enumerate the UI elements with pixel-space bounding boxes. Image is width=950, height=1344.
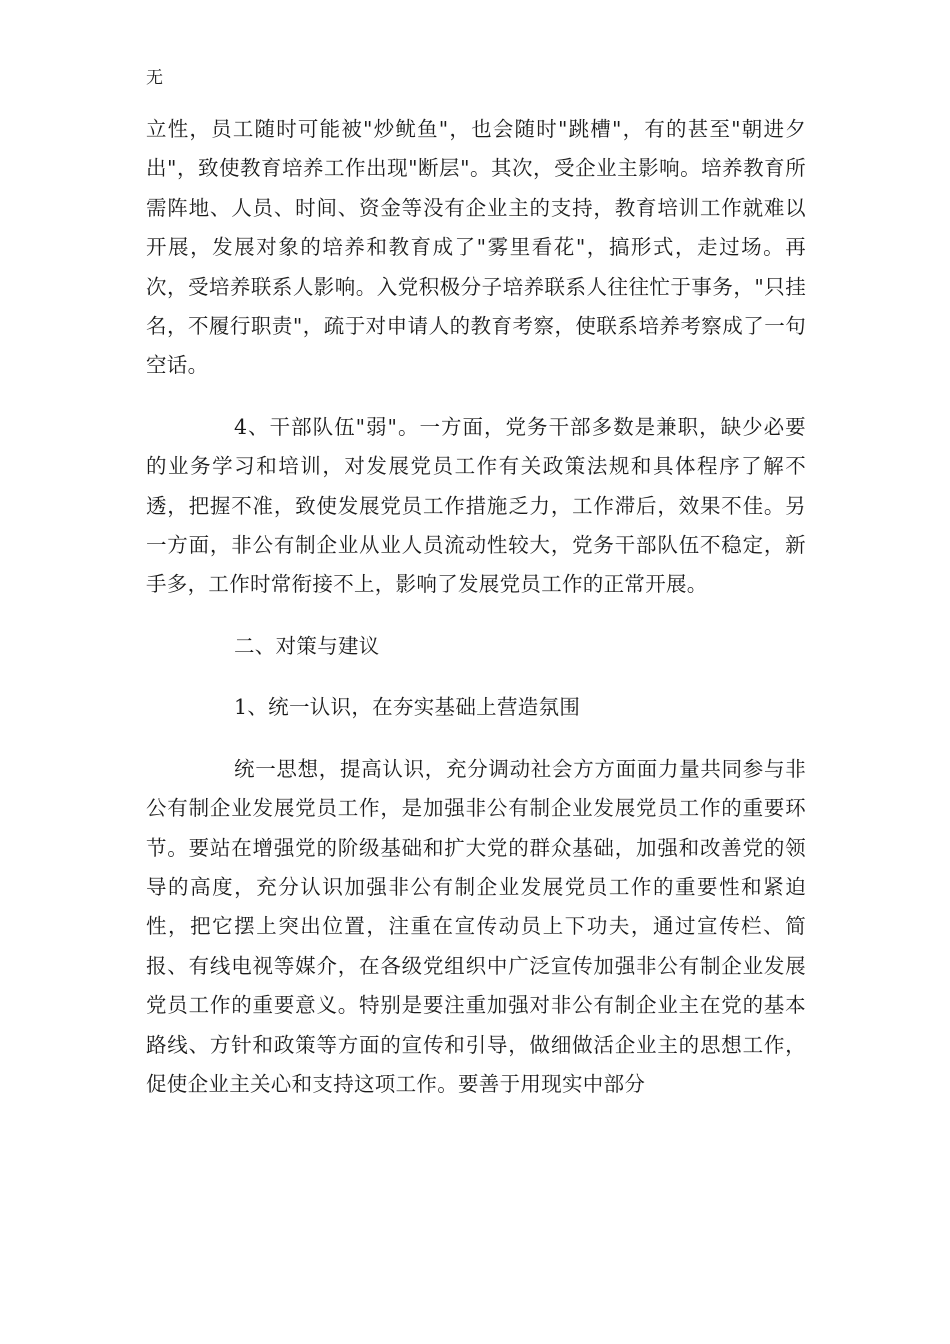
page-header: 无 [146,68,163,88]
subsection-heading: 1、统一认识，在夯实基础上营造氛围 [234,695,581,720]
paragraph-continuation: 立性，员工随时可能被"炒鱿鱼"，也会随时"跳槽"，有的甚至"朝进夕出"，致使教育培养工作出现"断层"。其次，受企业主影响。培养教育所需阵地、人员、时间、资金等没有企业主的支持，教育培训工作就难以开展，发展对象的培养和教育成了"雾里看花"，搞形式，走过场。再次，受培养联系人影响。入党积极分子培养联系人往往忙于事务，"只挂名，不履行职责"，疏于对申请人的教育考察，使联系培养考察成了一句空话。 [146,117,806,378]
document-body [146,110,806,1104]
paragraph-cadre-team: 4、干部队伍"弱"。一方面，党务干部多数是兼职，缺少必要的业务学习和培训，对发展党员工作有关政策法规和具体程序了解不透，把握不准，致使发展党员工作措施乏力，工作滞后，效果不佳。另一方面，非公有制企业从业人员流动性较大，党务干部队伍不稳定，新手多，工作时常衔接不上，影响了发展党员工作的正常开展。 [146,414,806,597]
paragraph-unify-thinking: 统一思想，提高认识，充分调动社会方方面面力量共同参与非公有制企业发展党员工作，是加强非公有制企业发展党员工作的重要环节。要站在增强党的阶级基础和扩大党的群众基础，加强和改善党的领导的高度，充分认识加强非公有制企业发展党员工作的重要性和紧迫性，把它摆上突出位置，注重在宣传动员上下功夫，通过宣传栏、简报、有线电视等媒介，在各级党组织中广泛宣传加强非公有制企业发展党员工作的重要意义。特别是要注重加强对非公有制企业主在党的基本路线、方针和政策等方面的宣传和引导，做细做活企业主的思想工作，促使企业主关心和支持这项工作。要善于用现实中部分 [146,756,806,1096]
section-heading: 二、对策与建议 [234,633,380,658]
